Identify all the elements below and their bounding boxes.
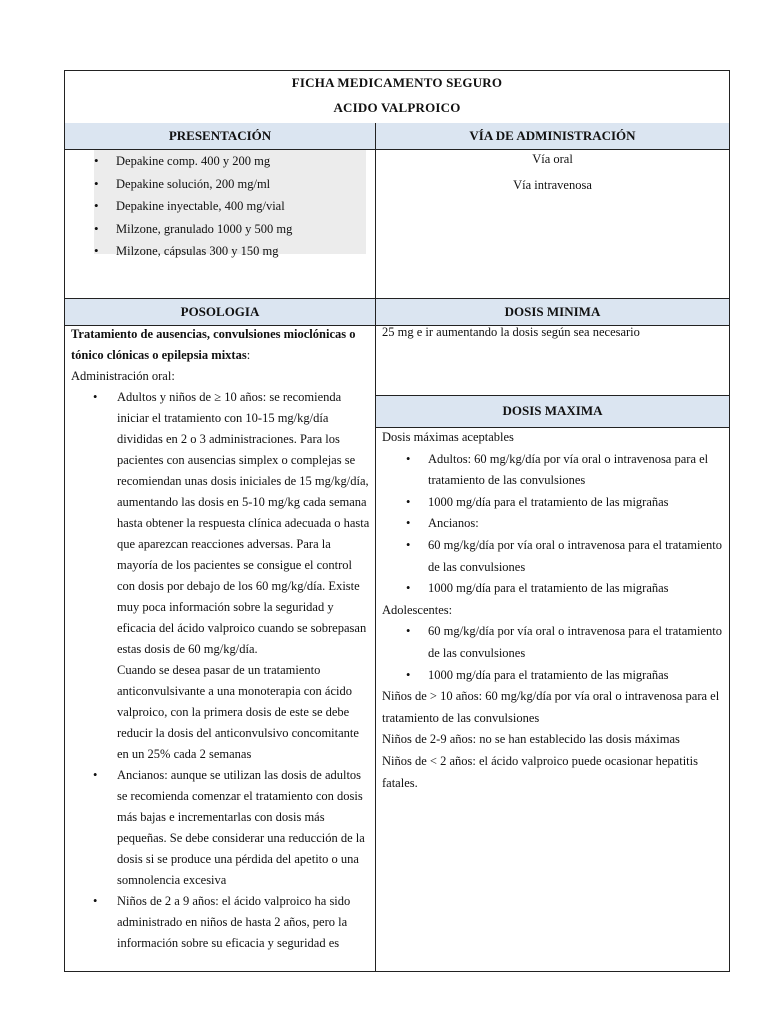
presentacion-list: [94, 150, 366, 263]
medication-sheet: [64, 70, 730, 972]
list-item: • 60 mg/kg/día por vía oral o intravenosa para el tratamiento de las convulsiones: [382, 535, 727, 578]
dosis-minima-header: DOSIS MINIMA: [376, 299, 729, 326]
dosis-maxima-header: DOSIS MAXIMA: [376, 396, 729, 428]
list-item: • Adultos: 60 mg/kg/día por vía oral o intravenosa para el tratamiento de las convulsiones: [382, 449, 727, 492]
dosis-maxima-intro: Dosis máximas aceptables: [382, 430, 514, 444]
adolescentes-label: Adolescentes:: [382, 602, 453, 617]
posologia-content: [71, 324, 373, 954]
posologia-lead: Tratamiento de ausencias, convulsiones mioclónicas o tónico clónicas o epilepsia mixtas:: [71, 327, 356, 362]
list-item: • Niños de 2 a 9 años: el ácido valproico ha sido administrado en niños de hasta 2 años, pero la información sobre su eficacia y seguridad es: [71, 891, 373, 954]
list-item: • 1000 mg/día para el tratamiento de las migrañas: [382, 665, 727, 687]
drug-name: ACIDO VALPROICO: [333, 100, 461, 115]
list-item: • Depakine solución, 200 mg/ml: [94, 173, 366, 196]
list-item: • 1000 mg/día para el tratamiento de las migrañas: [382, 492, 727, 514]
posologia-header: POSOLOGIA: [65, 299, 375, 326]
presentacion-box: [94, 150, 366, 259]
posologia-list: [71, 387, 373, 954]
via-item: Vía intravenosa: [513, 178, 592, 192]
ninos-2-9-text: Niños de 2-9 años: no se han establecido las dosis máximas: [382, 732, 680, 747]
sheet-title: FICHA MEDICAMENTO SEGURO: [291, 75, 503, 90]
presentacion-header: PRESENTACIÓN: [65, 123, 375, 150]
ninos-mayores-text: Niños de > 10 años: 60 mg/kg/día por vía oral o intravenosa para el tratamiento de las convulsiones: [382, 689, 720, 725]
list-item: • Milzone, cápsulas 300 y 150 mg: [94, 240, 366, 263]
dosis-maxima-content: [382, 427, 727, 794]
dosis-maxima-list-1: [382, 449, 727, 600]
column-divider: [375, 123, 376, 972]
via-header: VÍA DE ADMINISTRACIÓN: [376, 123, 729, 150]
via-item: Vía oral: [532, 152, 573, 166]
list-item: • Depakine comp. 400 y 200 mg: [94, 150, 366, 173]
dosis-maxima-list-2: [382, 621, 727, 686]
list-item: • Milzone, granulado 1000 y 500 mg: [94, 218, 366, 241]
list-item: • Ancianos: aunque se utilizan las dosis de adultos se recomienda comenzar el tratamiento con dosis más bajas e incrementarlas con dosis más pequeñas. Se debe considerar una reducción de la dosis si se produce una pérdida del apetito o una somnolencia excesiva: [71, 765, 373, 891]
posologia-route: Administración oral:: [71, 369, 175, 383]
ninos-menores-text: Niños de < 2 años: el ácido valproico puede ocasionar hepatitis fatales.: [382, 753, 698, 790]
list-item: • Ancianos:: [382, 513, 727, 535]
dosis-minima-text: 25 mg e ir aumentando la dosis según sea necesario: [382, 325, 640, 339]
list-item: • Adultos y niños de ≥ 10 años: se recomienda iniciar el tratamiento con 10-15 mg/kg/día divididas en 2 o 3 administraciones. Para los pacientes con ausencias simplex o complejas se recomiendan unas dosis iniciales de 15 mg/kg/día, aumentando las dosis en 5-10 mg/kg cada semana hasta obtener la respuesta clínica adecuada o hasta que aparezcan reacciones adversas. Para la mayoría de los pacientes se consigue el control con dosis por debajo de los 60 mg/kg/día. Existe muy poca información sobre la seguridad y eficacia del ácido valproico cuando se sobrepasan estas dosis de 60 mg/kg/día. Cuando se desea pasar de un tratamiento anticonvulsivante a una monoterapia con ácido valproico, con la primera dosis de este se debe reducir la dosis del anticonvulsivo concomitante en un 25% cada 2 semanas: [71, 387, 373, 765]
list-item: • 1000 mg/día para el tratamiento de las migrañas: [382, 578, 727, 600]
title-block: [65, 71, 729, 124]
list-item: • Depakine inyectable, 400 mg/vial: [94, 195, 366, 218]
list-item: • 60 mg/kg/día por vía oral o intravenosa para el tratamiento de las convulsiones: [382, 621, 727, 664]
